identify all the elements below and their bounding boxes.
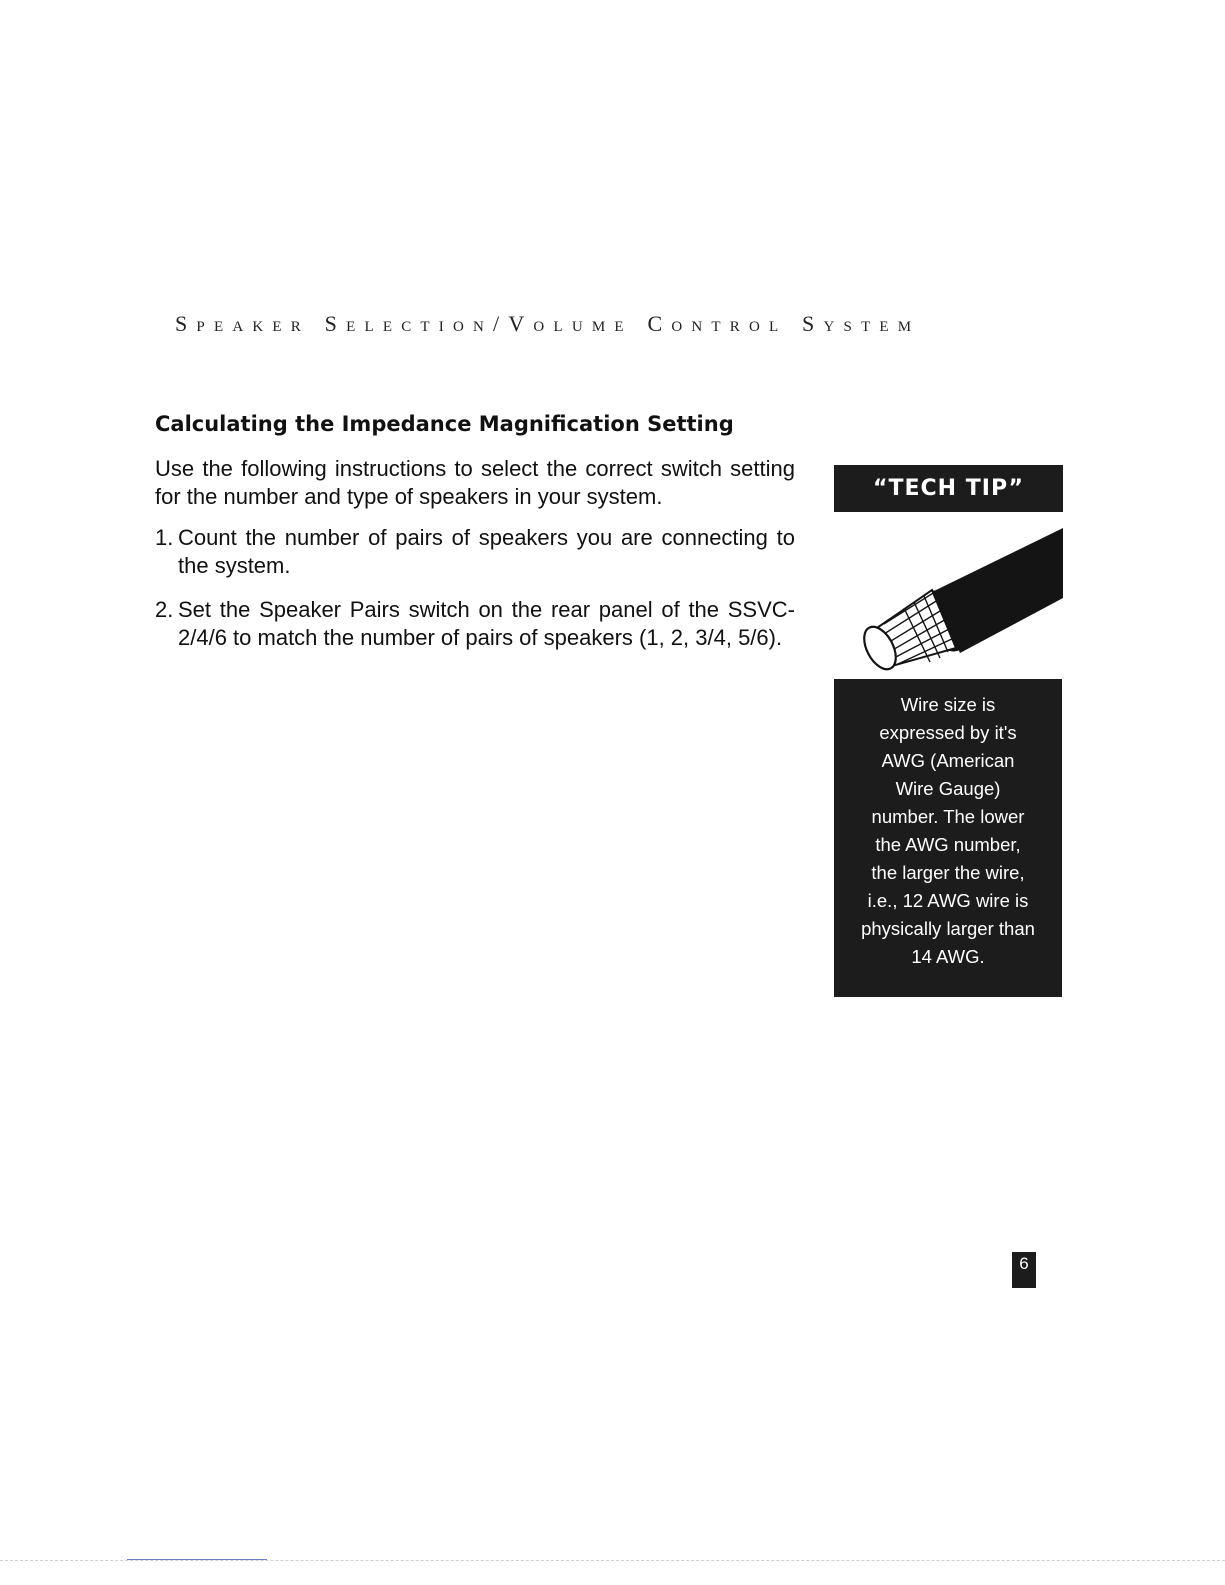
page-number: 6 [1012,1252,1036,1288]
tip-line: AWG (American [881,750,1015,771]
tech-tip-banner: “TECH TIP” [834,465,1063,512]
tip-line: Wire Gauge) [895,778,1001,799]
intro-paragraph: Use the following instructions to select the correct switch setting for the number and type of speakers in your system. [155,456,795,509]
step-text: Count the number of pairs of speakers you are connecting to the system. [178,525,795,578]
step-number: 1. [155,525,174,550]
step-item [155,596,795,652]
tip-line: 14 AWG. [911,946,985,967]
running-header: Speaker Selection/Volume Control System [175,311,921,336]
tip-line: Wire size is [900,694,996,715]
bottom-rule-accent [127,1559,267,1560]
section-title: Calculating the Impedance Magnification Setting [155,412,734,436]
tip-line: i.e., 12 AWG wire is [867,890,1029,911]
tip-line: number. The lower [871,806,1025,827]
wire-cable-icon [834,520,1066,672]
instruction-steps [155,524,795,668]
step-text: Set the Speaker Pairs switch on the rear panel of the SSVC-2/4/6 to match the number of pairs of speakers (1, 2, 3/4, 5/6). [178,597,795,650]
step-item [155,524,795,580]
tech-tip-box [834,679,1062,997]
tip-line: expressed by it's [879,722,1017,743]
tip-line: physically larger than [861,918,1035,939]
tip-line: the larger the wire, [871,862,1025,883]
step-number: 2. [155,597,174,622]
tip-line: the AWG number, [875,834,1021,855]
bottom-rule [0,1560,1225,1561]
